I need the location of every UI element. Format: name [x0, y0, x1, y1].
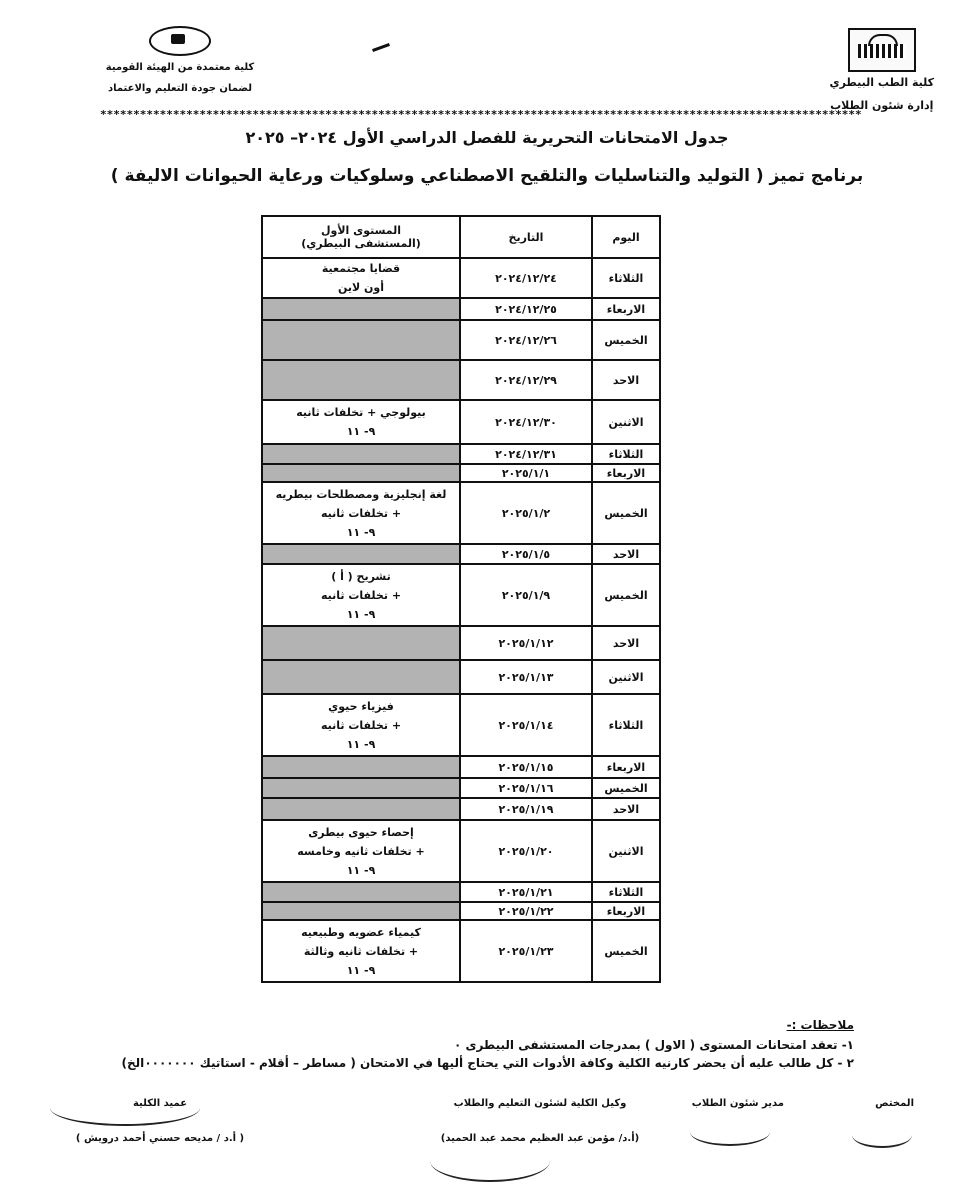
cell-day: الثلاثاء: [592, 258, 660, 298]
pen-mark: [372, 43, 390, 52]
table-row: [262, 660, 660, 694]
cell-subject: [262, 778, 460, 798]
faculty-name: كلية الطب البيطري: [829, 76, 934, 89]
handwritten-signature: [852, 1122, 912, 1148]
cell-day: الخميس: [592, 564, 660, 626]
subject-line: ٩- ١١: [346, 737, 376, 751]
dean-name: ( أ.د / مديحه حسني أحمد درويش ): [75, 1133, 245, 1144]
cell-day: الخميس: [592, 320, 660, 360]
cell-day: الثلاثاء: [592, 694, 660, 756]
subject-line: كيمياء عضويه وطبيعيه: [301, 925, 421, 939]
cell-subject: [262, 626, 460, 660]
cell-day: الاحد: [592, 798, 660, 820]
cell-day: الخميس: [592, 482, 660, 544]
program-title: برنامج تميز ( التوليد والتناسليات والتلقيح الاصطناعي وسلوكيات ورعاية الحيوانات الاليفة ): [110, 166, 864, 186]
subject-line: + تخلفات ثانيه: [320, 718, 402, 732]
subject-line: بيولوجي + تخلفات ثانيه: [296, 406, 426, 419]
header-level-line2: (المستشفى البيطري): [301, 237, 421, 250]
cell-subject: [262, 694, 460, 756]
table-row: [262, 882, 660, 902]
vice-dean-name: (أ.د/ مؤمن عبد العظيم محمد عبد الحميد): [440, 1133, 640, 1144]
cell-date: ٢٠٢٥/١/٢١: [460, 882, 592, 902]
handwritten-signature: [50, 1090, 200, 1126]
subject-line: + تخلفات ثانيه وخامسه: [297, 844, 425, 858]
cell-subject: [262, 544, 460, 564]
cell-day: الثلاثاء: [592, 444, 660, 464]
affairs-signature: [692, 1098, 784, 1109]
subject-line: فيزياء حيوي: [328, 699, 394, 713]
cell-day: الاحد: [592, 544, 660, 564]
handwritten-signature: [690, 1118, 770, 1146]
cell-day: الخميس: [592, 920, 660, 982]
cell-date: ٢٠٢٥/١/١٦: [460, 778, 592, 798]
cell-date: ٢٠٢٥/١/١: [460, 464, 592, 482]
cell-subject: [262, 258, 460, 298]
cell-subject: [262, 400, 460, 444]
table-row: [262, 798, 660, 820]
cell-day: الاثنين: [592, 660, 660, 694]
cell-date: ٢٠٢٥/١/٢٢: [460, 902, 592, 920]
header-divider: *******************************************************************************************************************: [100, 108, 862, 121]
cell-subject: [262, 660, 460, 694]
table-row: [262, 400, 660, 444]
cell-subject: [262, 820, 460, 882]
table-row: [262, 756, 660, 778]
cell-subject: [262, 920, 460, 982]
table-row: [262, 694, 660, 756]
reviewer-signature: [875, 1098, 914, 1109]
subject-line: تشريح ( أ ): [331, 569, 391, 583]
cell-day: الاربعاء: [592, 756, 660, 778]
cell-date: ٢٠٢٥/١/١٤: [460, 694, 592, 756]
cell-date: ٢٠٢٥/١/٢٠: [460, 820, 592, 882]
cell-day: الاربعاء: [592, 298, 660, 320]
notes-section: [122, 1018, 854, 1074]
cell-date: ٢٠٢٥/١/١٣: [460, 660, 592, 694]
cell-subject: [262, 360, 460, 400]
cell-day: الاحد: [592, 360, 660, 400]
cell-date: ٢٠٢٤/١٢/٢٤: [460, 258, 592, 298]
cell-date: ٢٠٢٥/١/٢٣: [460, 920, 592, 982]
subject-line: + تخلفات ثانيه: [320, 588, 402, 602]
schedule-title: جدول الامتحانات التحريرية للفصل الدراسي الأول ٢٠٢٤– ٢٠٢٥: [245, 128, 729, 147]
exam-schedule-table: [261, 215, 661, 983]
cell-day: الخميس: [592, 778, 660, 798]
cell-date: ٢٠٢٥/١/١٥: [460, 756, 592, 778]
table-row: [262, 626, 660, 660]
accreditation-seal-icon: [149, 26, 211, 56]
subject-line: قضايا مجتمعية: [321, 262, 401, 275]
cell-date: ٢٠٢٥/١/٩: [460, 564, 592, 626]
cell-date: ٢٠٢٥/١/١٢: [460, 626, 592, 660]
cell-date: ٢٠٢٤/١٢/٣١: [460, 444, 592, 464]
cell-subject: [262, 882, 460, 902]
header-day: اليوم: [592, 216, 660, 258]
dean-title: عميد الكلية: [132, 1098, 188, 1109]
cell-day: الثلاثاء: [592, 882, 660, 902]
handwritten-signature: [430, 1140, 550, 1182]
header-level-line1: المستوى الأول: [320, 224, 402, 237]
table-row: [262, 298, 660, 320]
cell-date: ٢٠٢٥/١/١٩: [460, 798, 592, 820]
header-date: التاريخ: [460, 216, 592, 258]
subject-line: ٩- ١١: [346, 525, 376, 539]
table-row: [262, 360, 660, 400]
cell-date: ٢٠٢٥/١/٢: [460, 482, 592, 544]
cell-subject: [262, 320, 460, 360]
table-header-row: [262, 216, 660, 258]
cell-day: الاحد: [592, 626, 660, 660]
subject-line: + تخلفات ثانيه وثالثة: [303, 944, 419, 958]
vice-dean-title: وكيل الكلية لشئون التعليم والطلاب: [453, 1098, 627, 1109]
affairs-title: مدير شئون الطلاب: [691, 1098, 784, 1109]
cell-day: الاثنين: [592, 820, 660, 882]
cell-subject: [262, 798, 460, 820]
cell-date: ٢٠٢٤/١٢/٢٥: [460, 298, 592, 320]
cell-subject: [262, 482, 460, 544]
cell-subject: [262, 756, 460, 778]
subject-line: ٩- ١١: [346, 425, 376, 438]
cell-day: الاربعاء: [592, 902, 660, 920]
department-name: إدارة شئون الطلاب: [830, 99, 934, 112]
subject-line: أون لاين: [337, 281, 385, 294]
cell-date: ٢٠٢٥/١/٥: [460, 544, 592, 564]
table-row: [262, 820, 660, 882]
table-row: [262, 564, 660, 626]
cell-subject: [262, 298, 460, 320]
cell-subject: [262, 902, 460, 920]
accreditation-line1: كلية معتمدة من الهيئة القومية: [105, 62, 255, 73]
notes-heading: ملاحظات :-: [786, 1018, 854, 1032]
table-row: [262, 544, 660, 564]
table-row: [262, 778, 660, 798]
subject-line: + تخلفات ثانيه: [320, 506, 402, 520]
cell-date: ٢٠٢٤/١٢/٣٠: [460, 400, 592, 444]
subject-line: ٩- ١١: [346, 863, 376, 877]
cell-date: ٢٠٢٤/١٢/٢٦: [460, 320, 592, 360]
faculty-logo-icon: [848, 28, 916, 72]
reviewer-title: المختص: [875, 1098, 914, 1109]
accreditation-line2: لضمان جودة التعليم والاعتماد: [107, 83, 253, 94]
subject-line: إحصاء حيوى بيطرى: [308, 825, 414, 839]
accreditation-header: [100, 26, 260, 94]
cell-day: الاثنين: [592, 400, 660, 444]
header-level: [262, 216, 460, 258]
cell-subject: [262, 464, 460, 482]
table-row: [262, 920, 660, 982]
cell-subject: [262, 564, 460, 626]
table-row: [262, 902, 660, 920]
table-row: [262, 258, 660, 298]
subject-line: لغة إنجليزية ومصطلحات بيطريه: [275, 487, 447, 501]
table-row: [262, 444, 660, 464]
subject-line: ٩- ١١: [346, 607, 376, 621]
cell-day: الاربعاء: [592, 464, 660, 482]
note-item: ٢ - كل طالب عليه أن يحضر كارنيه الكلية وكافة الأدوات التي يحتاج أليها في الامتحان ( مساطر – أقلام - استاتيك ٠٠٠٠٠٠٠الخ): [121, 1056, 854, 1070]
table-row: [262, 464, 660, 482]
subject-line: ٩- ١١: [346, 963, 376, 977]
faculty-header: [830, 28, 935, 112]
vice-dean-signature: [420, 1098, 660, 1144]
table-row: [262, 320, 660, 360]
cell-date: ٢٠٢٤/١٢/٢٩: [460, 360, 592, 400]
table-row: [262, 482, 660, 544]
note-item: ١- تعقد امتحانات المستوى ( الاول ) بمدرجات المستشفى البيطرى ٠: [453, 1038, 854, 1052]
cell-subject: [262, 444, 460, 464]
